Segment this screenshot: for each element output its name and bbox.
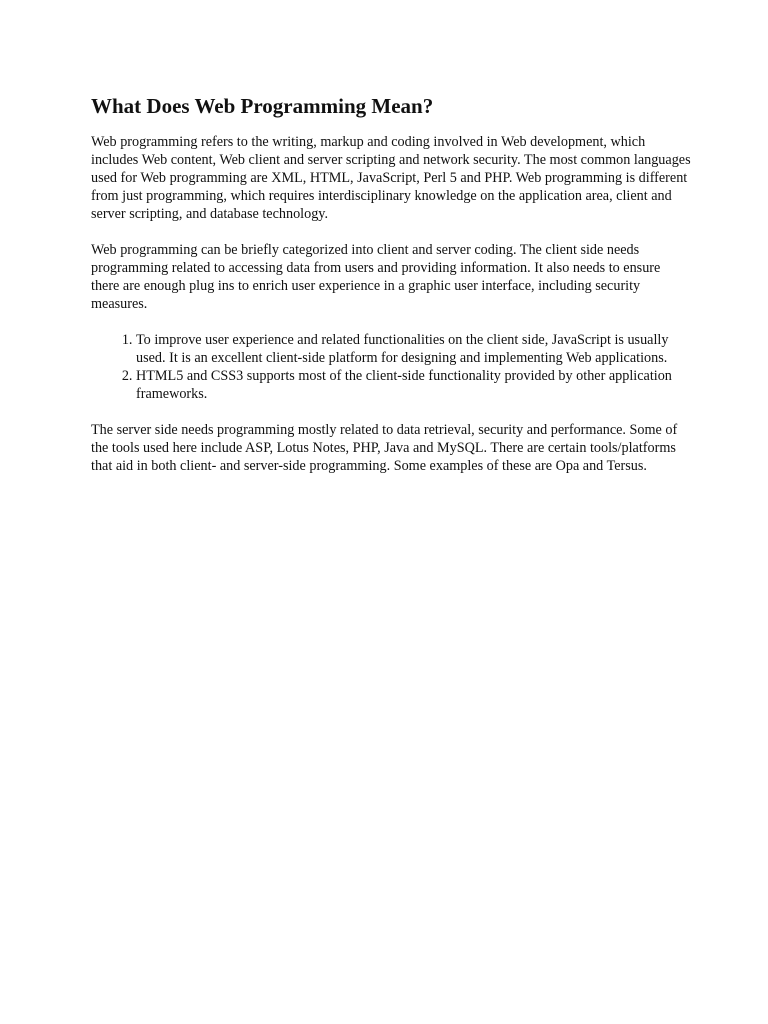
list-item: 2. HTML5 and CSS3 supports most of the client-side functionality provided by other application frameworks. — [136, 367, 691, 403]
document-page — [91, 92, 691, 493]
server-side-paragraph: The server side needs programming mostly related to data retrieval, security and performance. Some of the tools used here include ASP, Lotus Notes, PHP, Java and MySQL. There are certain tools/platforms that aid in both client- and server-side programming. Some examples of these are Opa and Tersus. — [91, 422, 678, 474]
list-item: 1. To improve user experience and related functionalities on the client side, JavaScript is usually used. It is an excellent client-side platform for designing and implementing Web applications. — [136, 331, 691, 367]
client-server-paragraph: Web programming can be briefly categorized into client and server coding. The client side needs programming related to accessing data from users and providing information. It also needs to ensure there are enough plug ins to enrich user experience in a graphic user interface, including security measures. — [91, 242, 661, 312]
intro-paragraph: Web programming refers to the writing, markup and coding involved in Web development, which includes Web content, Web client and server scripting and network security. The most common languages used for Web programming are XML, HTML, JavaScript, Perl 5 and PHP. Web programming is different from just programming, which requires interdisciplinary knowledge on the application area, client and server scripting, and database technology. — [91, 134, 691, 222]
page-title: What Does Web Programming Mean? — [91, 94, 434, 118]
numbered-list — [91, 331, 691, 403]
